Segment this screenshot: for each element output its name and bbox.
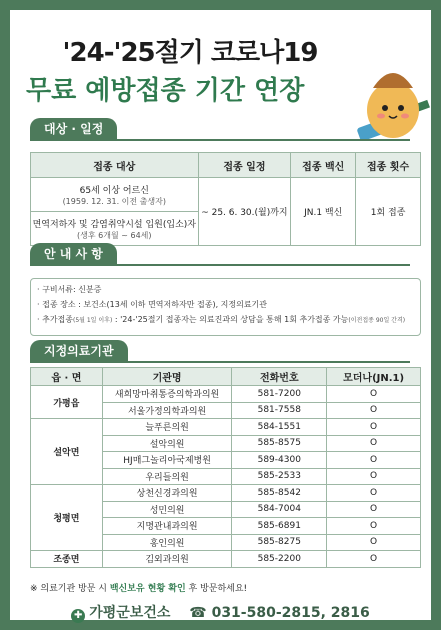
target-immunocompromised xyxy=(31,212,199,246)
note-highlight: 백신보유 현황 확인 xyxy=(109,584,186,594)
notice-additional-label: · 추가접종 xyxy=(37,315,73,324)
clinic-name: 상천신경과의원 xyxy=(102,485,232,502)
region-cell: 조종면 xyxy=(31,551,103,568)
clinic-phone: 585-8575 xyxy=(232,435,327,452)
target-immuno-sub: (생후 6개월 ~ 64세) xyxy=(77,230,152,240)
clinic-name: 새희망마취통증의학과의원 xyxy=(102,386,232,403)
target-elderly-label: 65세 이상 어르신 xyxy=(79,185,149,196)
clinic-phone: 581-7558 xyxy=(232,402,327,419)
table-row xyxy=(31,386,421,403)
notice-documents: · 구비서류: 신분증 xyxy=(37,285,102,294)
clinic-table-header xyxy=(31,368,421,386)
notice-additional-date: (5월 1일 이후) xyxy=(73,317,113,324)
clinic-phone: 584-7004 xyxy=(232,501,327,518)
clinic-moderna: O xyxy=(327,518,421,535)
section-divider xyxy=(30,264,410,266)
clinic-phone: 589-4300 xyxy=(232,452,327,469)
clinic-phone: 585-8542 xyxy=(232,485,327,502)
header-schedule: 접종 일정 xyxy=(198,153,291,178)
header-phone: 전화번호 xyxy=(232,368,327,386)
clinic-name: 늘푸른의원 xyxy=(102,419,232,436)
footer-phone: 031-580-2815, 2816 xyxy=(211,605,370,621)
header-count: 접종 횟수 xyxy=(356,153,421,178)
vaccine-value: JN.1 백신 xyxy=(291,178,356,246)
poster xyxy=(10,10,431,620)
clinic-phone: 585-2533 xyxy=(232,468,327,485)
clinic-moderna: O xyxy=(327,534,421,551)
notice-additional-text: : '24-'25절기 접종자는 의료진과의 상담을 통해 1회 추가접종 가능 xyxy=(112,315,349,324)
table-row xyxy=(31,178,421,212)
clinic-table xyxy=(30,367,421,568)
footer-org: 가평군보건소 xyxy=(89,605,171,621)
region-cell: 설악면 xyxy=(31,419,103,485)
clinic-name: 서울가정의학과의원 xyxy=(102,402,232,419)
clinic-name: 성민의원 xyxy=(102,501,232,518)
region-cell: 청평면 xyxy=(31,485,103,551)
clinic-moderna: O xyxy=(327,419,421,436)
clinic-name: 홍인의원 xyxy=(102,534,232,551)
clinic-phone: 581-7200 xyxy=(232,386,327,403)
count-value: 1회 접종 xyxy=(356,178,421,246)
footer xyxy=(10,602,431,623)
clinic-moderna: O xyxy=(327,501,421,518)
clinic-name: HJ매그놀리아국제병원 xyxy=(102,452,232,469)
target-immuno-label: 면역저하자 및 감염취약시설 입원(입소)자 xyxy=(32,219,196,230)
section-divider xyxy=(30,139,410,141)
clinic-moderna: O xyxy=(327,452,421,469)
clinic-name: 우리들의원 xyxy=(102,468,232,485)
section-divider xyxy=(30,361,410,363)
mascot-syringe-illustration xyxy=(355,58,435,148)
health-center-logo-icon: ✚ xyxy=(71,609,85,623)
title-line2: 무료 예방접종 기간 연장 xyxy=(26,76,305,106)
notice-additional-interval: (이전접종 90일 간격) xyxy=(348,317,406,324)
clinic-phone: 585-6891 xyxy=(232,518,327,535)
schedule-table xyxy=(30,152,421,246)
note-suffix: 후 방문하세요! xyxy=(185,584,248,594)
schedule-table-header xyxy=(31,153,421,178)
target-elderly xyxy=(31,178,199,212)
clinic-name: 지명관내과의원 xyxy=(102,518,232,535)
notice-box xyxy=(30,278,421,336)
table-row xyxy=(31,551,421,568)
title-line1: '24-'25절기 코로나19 xyxy=(62,38,318,68)
visit-note xyxy=(30,581,247,594)
note-prefix: ※ 의료기관 방문 시 xyxy=(30,584,110,594)
table-row xyxy=(31,419,421,436)
section-tab-target-schedule: 대상 · 일정 xyxy=(30,118,117,140)
header-target: 접종 대상 xyxy=(31,153,199,178)
region-cell: 가평읍 xyxy=(31,386,103,419)
clinic-moderna: O xyxy=(327,468,421,485)
clinic-phone: 584-1551 xyxy=(232,419,327,436)
section-tab-notice: 안 내 사 항 xyxy=(30,243,117,265)
clinic-name: 설악의원 xyxy=(102,435,232,452)
header-clinic: 기관명 xyxy=(102,368,232,386)
notice-additional xyxy=(37,312,414,328)
target-elderly-sub: (1959. 12. 31. 이전 출생자) xyxy=(62,196,166,206)
clinic-phone: 585-2200 xyxy=(232,551,327,568)
clinic-phone: 585-8275 xyxy=(232,534,327,551)
clinic-moderna: O xyxy=(327,551,421,568)
notice-location: · 접종 장소 : 보건소(13세 이하 면역저하자만 접종), 지정의료기관 xyxy=(37,300,268,309)
clinic-moderna: O xyxy=(327,435,421,452)
clinic-moderna: O xyxy=(327,485,421,502)
table-row xyxy=(31,485,421,502)
clinic-moderna: O xyxy=(327,402,421,419)
section-tab-clinics: 지정의료기관 xyxy=(30,340,128,362)
clinic-name: 김외과의원 xyxy=(102,551,232,568)
phone-icon: ☎ xyxy=(189,605,207,621)
schedule-value: ~ 25. 6. 30.(월)까지 xyxy=(198,178,291,246)
header-region: 읍 · 면 xyxy=(31,368,103,386)
header-vaccine: 접종 백신 xyxy=(291,153,356,178)
header-moderna: 모더나(JN.1) xyxy=(327,368,421,386)
clinic-moderna: O xyxy=(327,386,421,403)
